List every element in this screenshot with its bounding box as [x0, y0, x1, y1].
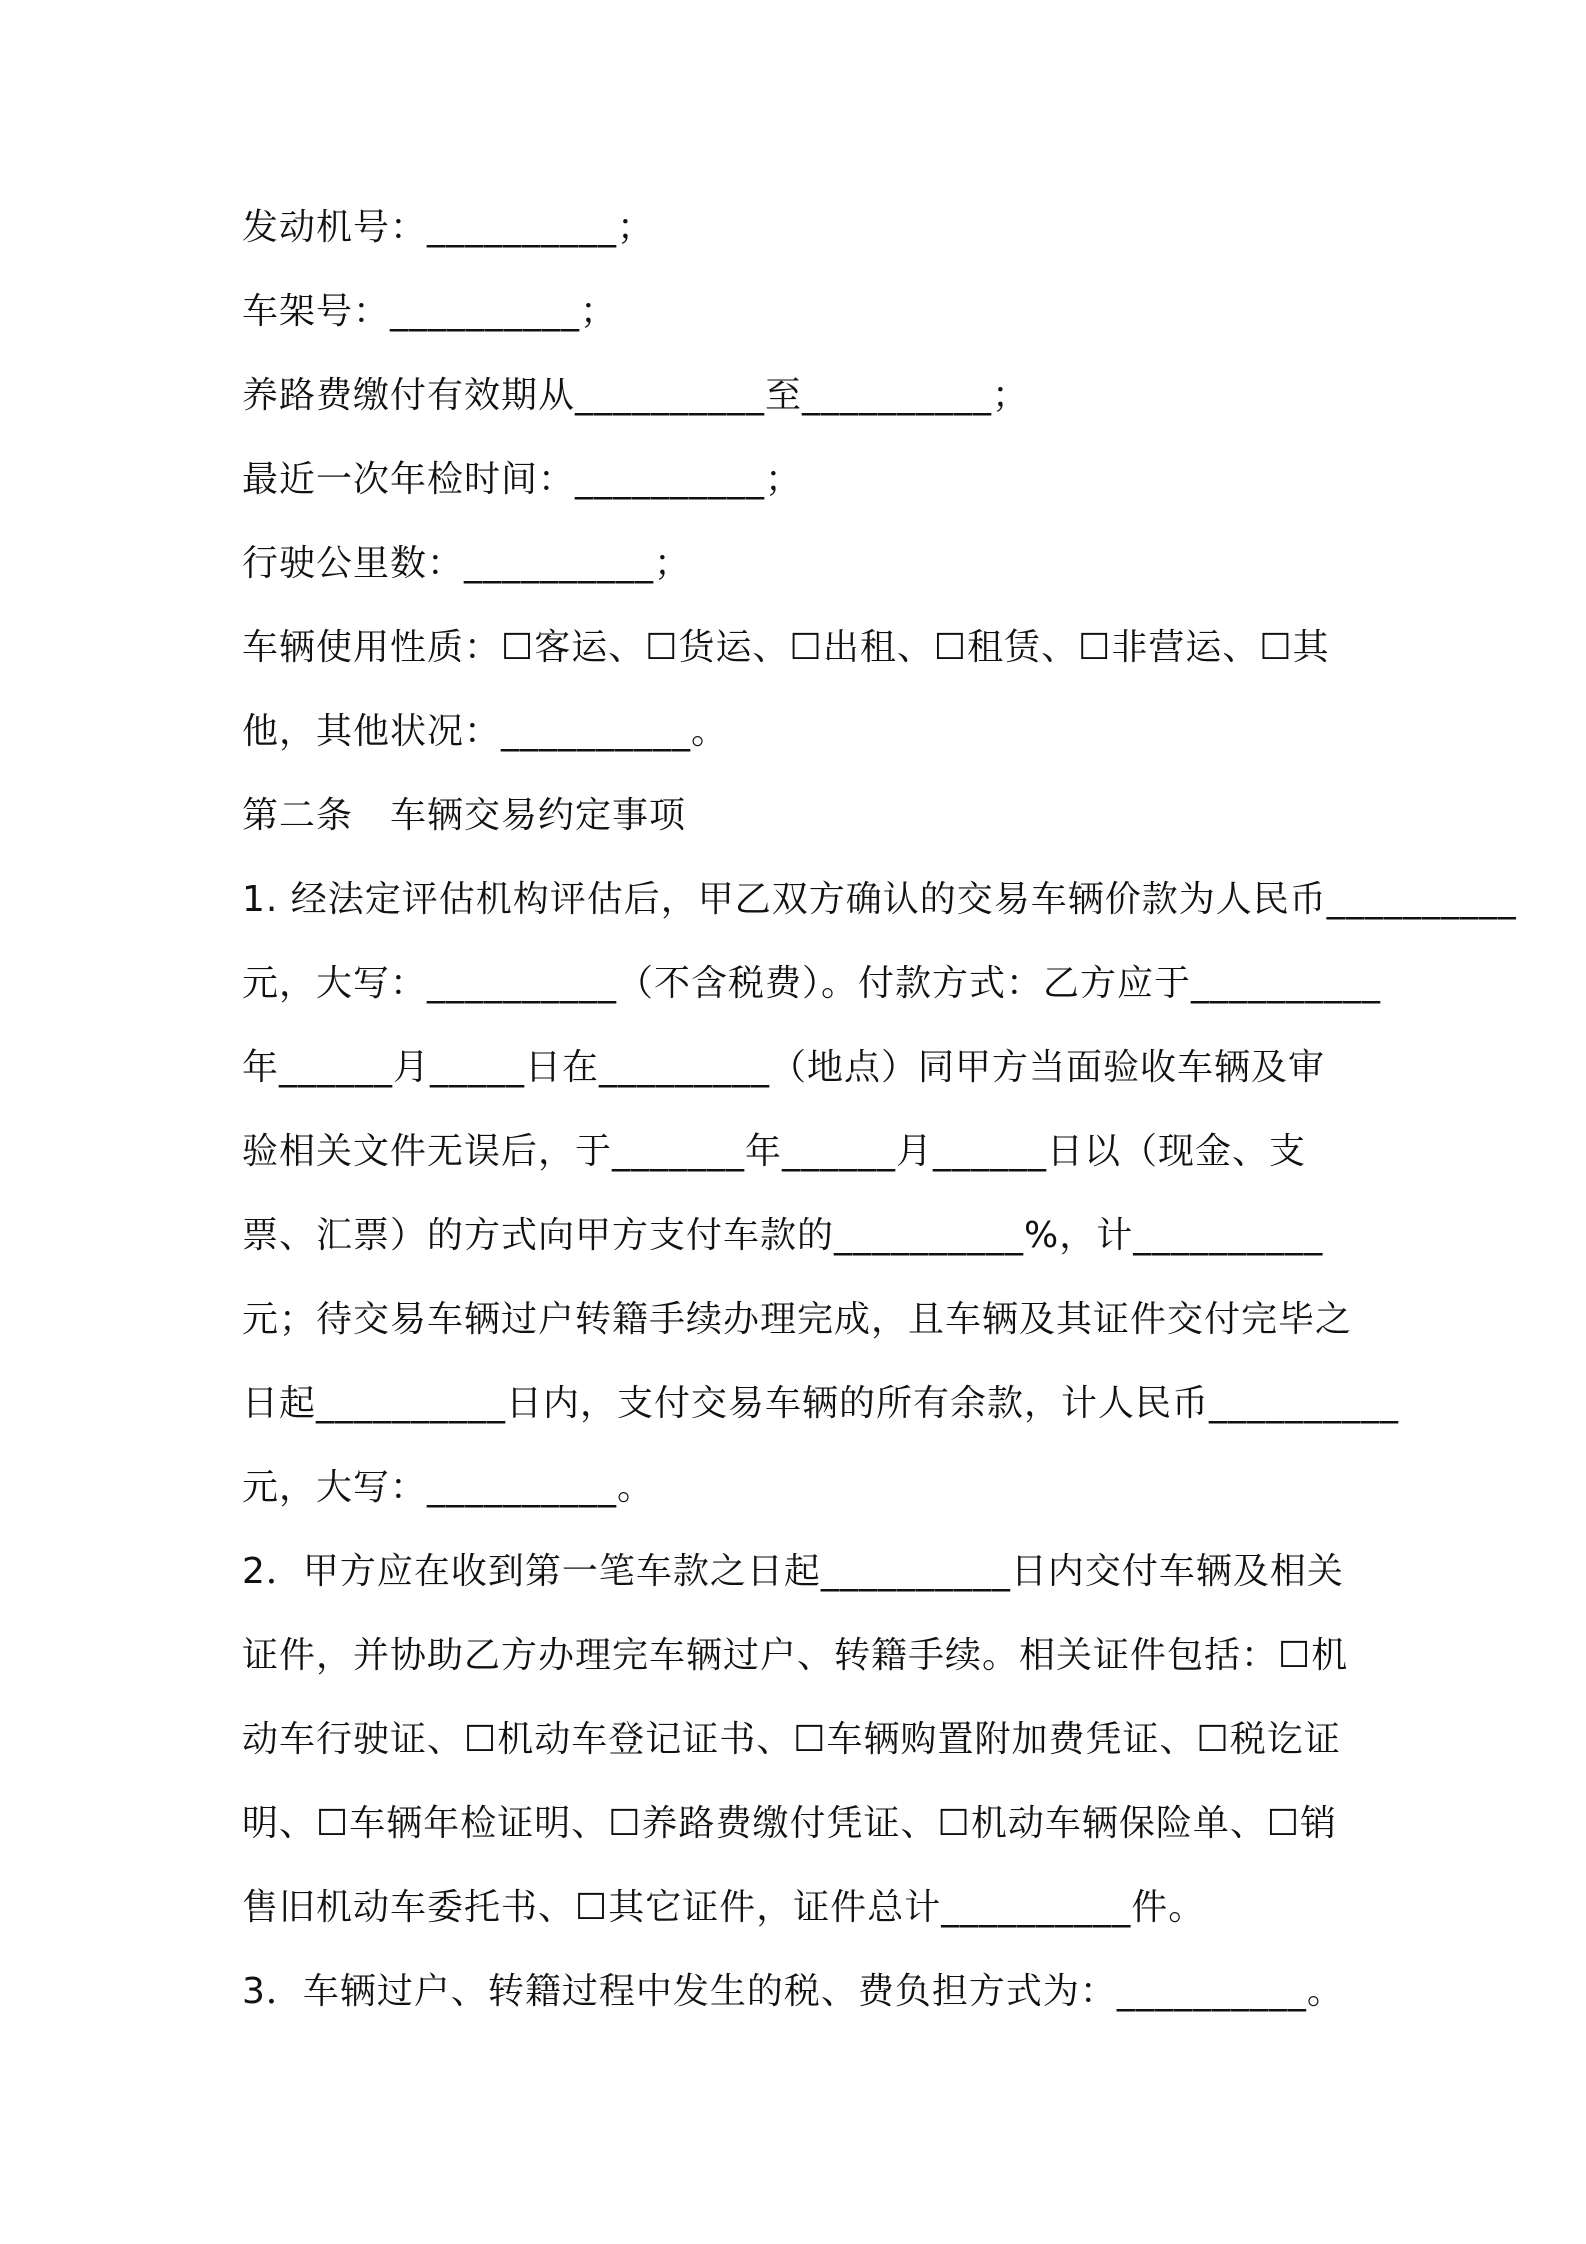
clause-1-line-2: 元，大写：__________（不含税费）。付款方式：乙方应于__________	[242, 963, 1382, 1004]
clause-2-line-1: 2．甲方应在收到第一笔车款之日起__________日内交付车辆及相关	[242, 1551, 1344, 1592]
clause-1-line-1: 1. 经法定评估机构评估后，甲乙双方确认的交易车辆价款为人民币__________	[242, 879, 1517, 920]
mileage-line: 行驶公里数：__________；	[242, 543, 692, 584]
clause-1-line-5: 票、汇票）的方式向甲方支付车款的__________%，计__________	[242, 1215, 1324, 1256]
engine-number-line: 发动机号：__________；	[242, 207, 655, 248]
clause-1-line-3: 年______月_____日在_________（地点）同甲方当面验收车辆及审	[242, 1047, 1326, 1088]
last-inspection-line: 最近一次年检时间：__________；	[242, 459, 803, 500]
clause-2-line-4: 明、☐车辆年检证明、☐养路费缴付凭证、☐机动车辆保险单、☐销	[242, 1803, 1338, 1844]
clause-1-line-7: 日起__________日内，支付交易车辆的所有余款，计人民币__________	[242, 1383, 1400, 1424]
frame-number-line: 车架号：__________；	[242, 291, 618, 332]
vehicle-use-type-line: 车辆使用性质：☐客运、☐货运、☐出租、☐租赁、☐非营运、☐其	[242, 627, 1330, 668]
road-fee-validity-line: 养路费缴付有效期从__________至__________；	[242, 375, 1030, 416]
other-status-line: 他，其他状况：__________。	[242, 711, 729, 752]
clause-1-line-4: 验相关文件无误后，于_______年______月______日以（现金、支	[242, 1131, 1307, 1172]
clause-3-line: 3．车辆过户、转籍过程中发生的税、费负担方式为：__________。	[242, 1971, 1344, 2012]
clause-2-line-3: 动车行驶证、☐机动车登记证书、☐车辆购置附加费凭证、☐税讫证	[242, 1719, 1341, 1760]
clause-2-line-5: 售旧机动车委托书、☐其它证件，证件总计__________件。	[242, 1887, 1206, 1928]
article-two-heading: 第二条 车辆交易约定事项	[242, 795, 687, 836]
clause-2-line-2: 证件，并协助乙方办理完车辆过户、转籍手续。相关证件包括：☐机	[242, 1635, 1349, 1676]
clause-1-line-6: 元；待交易车辆过户转籍手续办理完成，且车辆及其证件交付完毕之	[242, 1299, 1353, 1340]
clause-1-line-8: 元，大写：__________。	[242, 1467, 655, 1508]
